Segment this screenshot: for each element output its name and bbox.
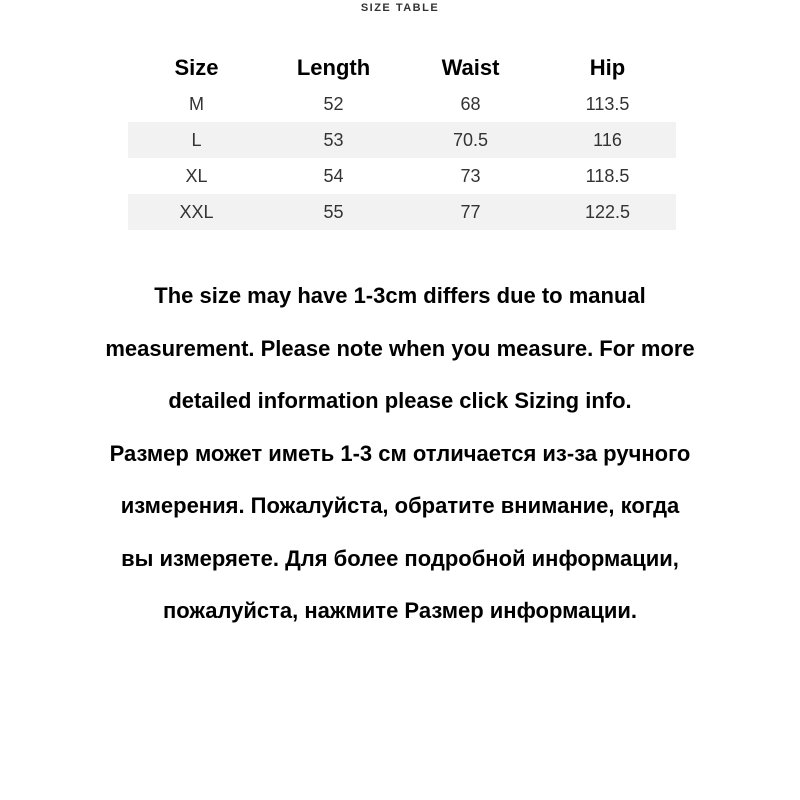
note-line: пожалуйста, нажмите Размер информации. [162,598,638,623]
cell-length: 54 [323,165,344,186]
size-table [128,50,676,230]
note-line: вы измеряете. Для более подробной информации, [121,545,679,571]
column-header-hip: Hip [589,55,626,80]
cell-length: 55 [265,194,402,230]
page-title: SIZE TABLE [360,2,440,14]
cell-waist: 77 [402,194,539,230]
table-row [128,86,676,122]
table-row [128,194,676,230]
cell-length: 53 [265,122,402,158]
column-header-size: Size [174,55,219,80]
cell-length: 52 [323,93,344,114]
table-row [128,158,676,194]
cell-waist: 73 [460,165,481,186]
note-line: measurement. Please note when you measure. For more [105,335,695,361]
cell-size: M [189,93,204,114]
column-header-waist: Waist [441,55,500,80]
cell-size: XXL [128,194,265,230]
note-line: Размер может иметь 1-3 см отличается из-за ручного [109,440,691,466]
note-line: The size may have 1-3cm differs due to manual [154,283,646,308]
cell-hip: 113.5 [585,93,630,114]
note-line: detailed information please click Sizing info. [168,388,632,413]
table-row [128,122,676,158]
cell-hip: 116 [539,122,676,158]
cell-waist: 68 [460,93,481,114]
column-header-length: Length [296,55,371,80]
cell-hip: 118.5 [585,165,630,186]
cell-waist: 70.5 [402,122,539,158]
cell-hip: 122.5 [539,194,676,230]
table-header-row [128,50,676,86]
size-notes [60,270,740,638]
cell-size: L [128,122,265,158]
cell-size: XL [185,165,208,186]
note-line: измерения. Пожалуйста, обратите внимание, когда [120,493,680,518]
